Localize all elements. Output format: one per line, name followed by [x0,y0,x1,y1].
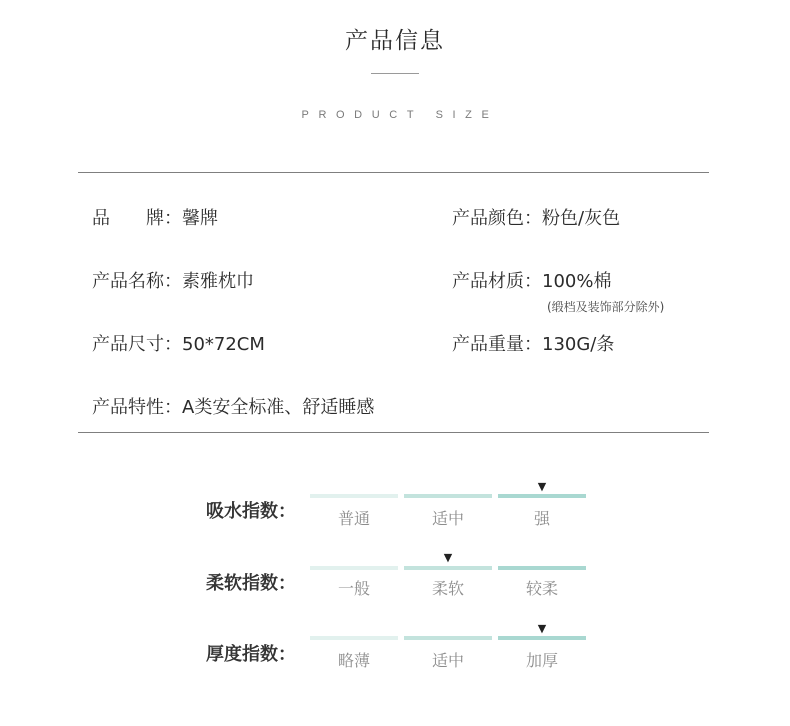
name-value: 素雅枕巾 [182,271,254,292]
name-label: 产品名称： [92,271,182,292]
triangle-down-icon: ▼ [443,551,453,564]
color-label: 产品颜色： [452,208,542,229]
color-value: 粉色/灰色 [542,208,621,229]
index-bar-segment [310,566,398,570]
index-level-label: 较柔 [525,579,558,598]
title-divider [371,73,419,74]
info-weight [452,330,614,356]
index-bar-segment [498,636,586,640]
index-label: 吸水指数： [206,501,296,522]
info-material [452,267,611,293]
material-note: (缎档及装饰部分除外) [547,300,665,314]
index-level-label: 一般 [337,579,370,598]
page-subtitle: PRODUCT SIZE [301,109,499,121]
index-bar-segment [404,636,492,640]
size-value: 50*72CM [182,334,265,355]
page-title: 产品信息 [345,28,445,54]
index-level-label: 略薄 [337,651,370,670]
index-level-label: 适中 [431,509,464,528]
index-bar-segment [310,494,398,498]
index-label: 厚度指数： [206,644,296,665]
weight-label: 产品重量： [452,334,542,355]
info-brand [92,204,218,230]
material-label: 产品材质： [452,271,542,292]
feature-value: A类安全标准、舒适睡感 [182,397,375,418]
info-name [92,267,254,293]
index-bar-segment [404,494,492,498]
triangle-down-icon: ▼ [537,622,547,635]
brand-value: 馨牌 [182,208,218,229]
material-value: 100%棉 [542,271,612,292]
index-level-label: 柔软 [431,579,464,598]
index-bar-segment [310,636,398,640]
index-bar-segment [404,566,492,570]
info-feature [92,393,374,419]
triangle-down-icon: ▼ [537,480,547,493]
feature-label: 产品特性： [92,397,182,418]
info-size [92,330,265,356]
size-label: 产品尺寸： [92,334,182,355]
index-level-label: 适中 [431,651,464,670]
index-level-label: 普通 [337,509,370,528]
bottom-divider [78,432,709,433]
index-level-label: 强 [533,509,550,528]
top-divider [78,172,709,173]
info-color [452,204,620,230]
index-label: 柔软指数： [206,573,296,594]
index-bar-segment [498,494,586,498]
index-level-label: 加厚 [525,651,558,670]
brand-label: 品 牌： [92,208,182,229]
index-bar-segment [498,566,586,570]
weight-value: 130G/条 [542,334,615,355]
